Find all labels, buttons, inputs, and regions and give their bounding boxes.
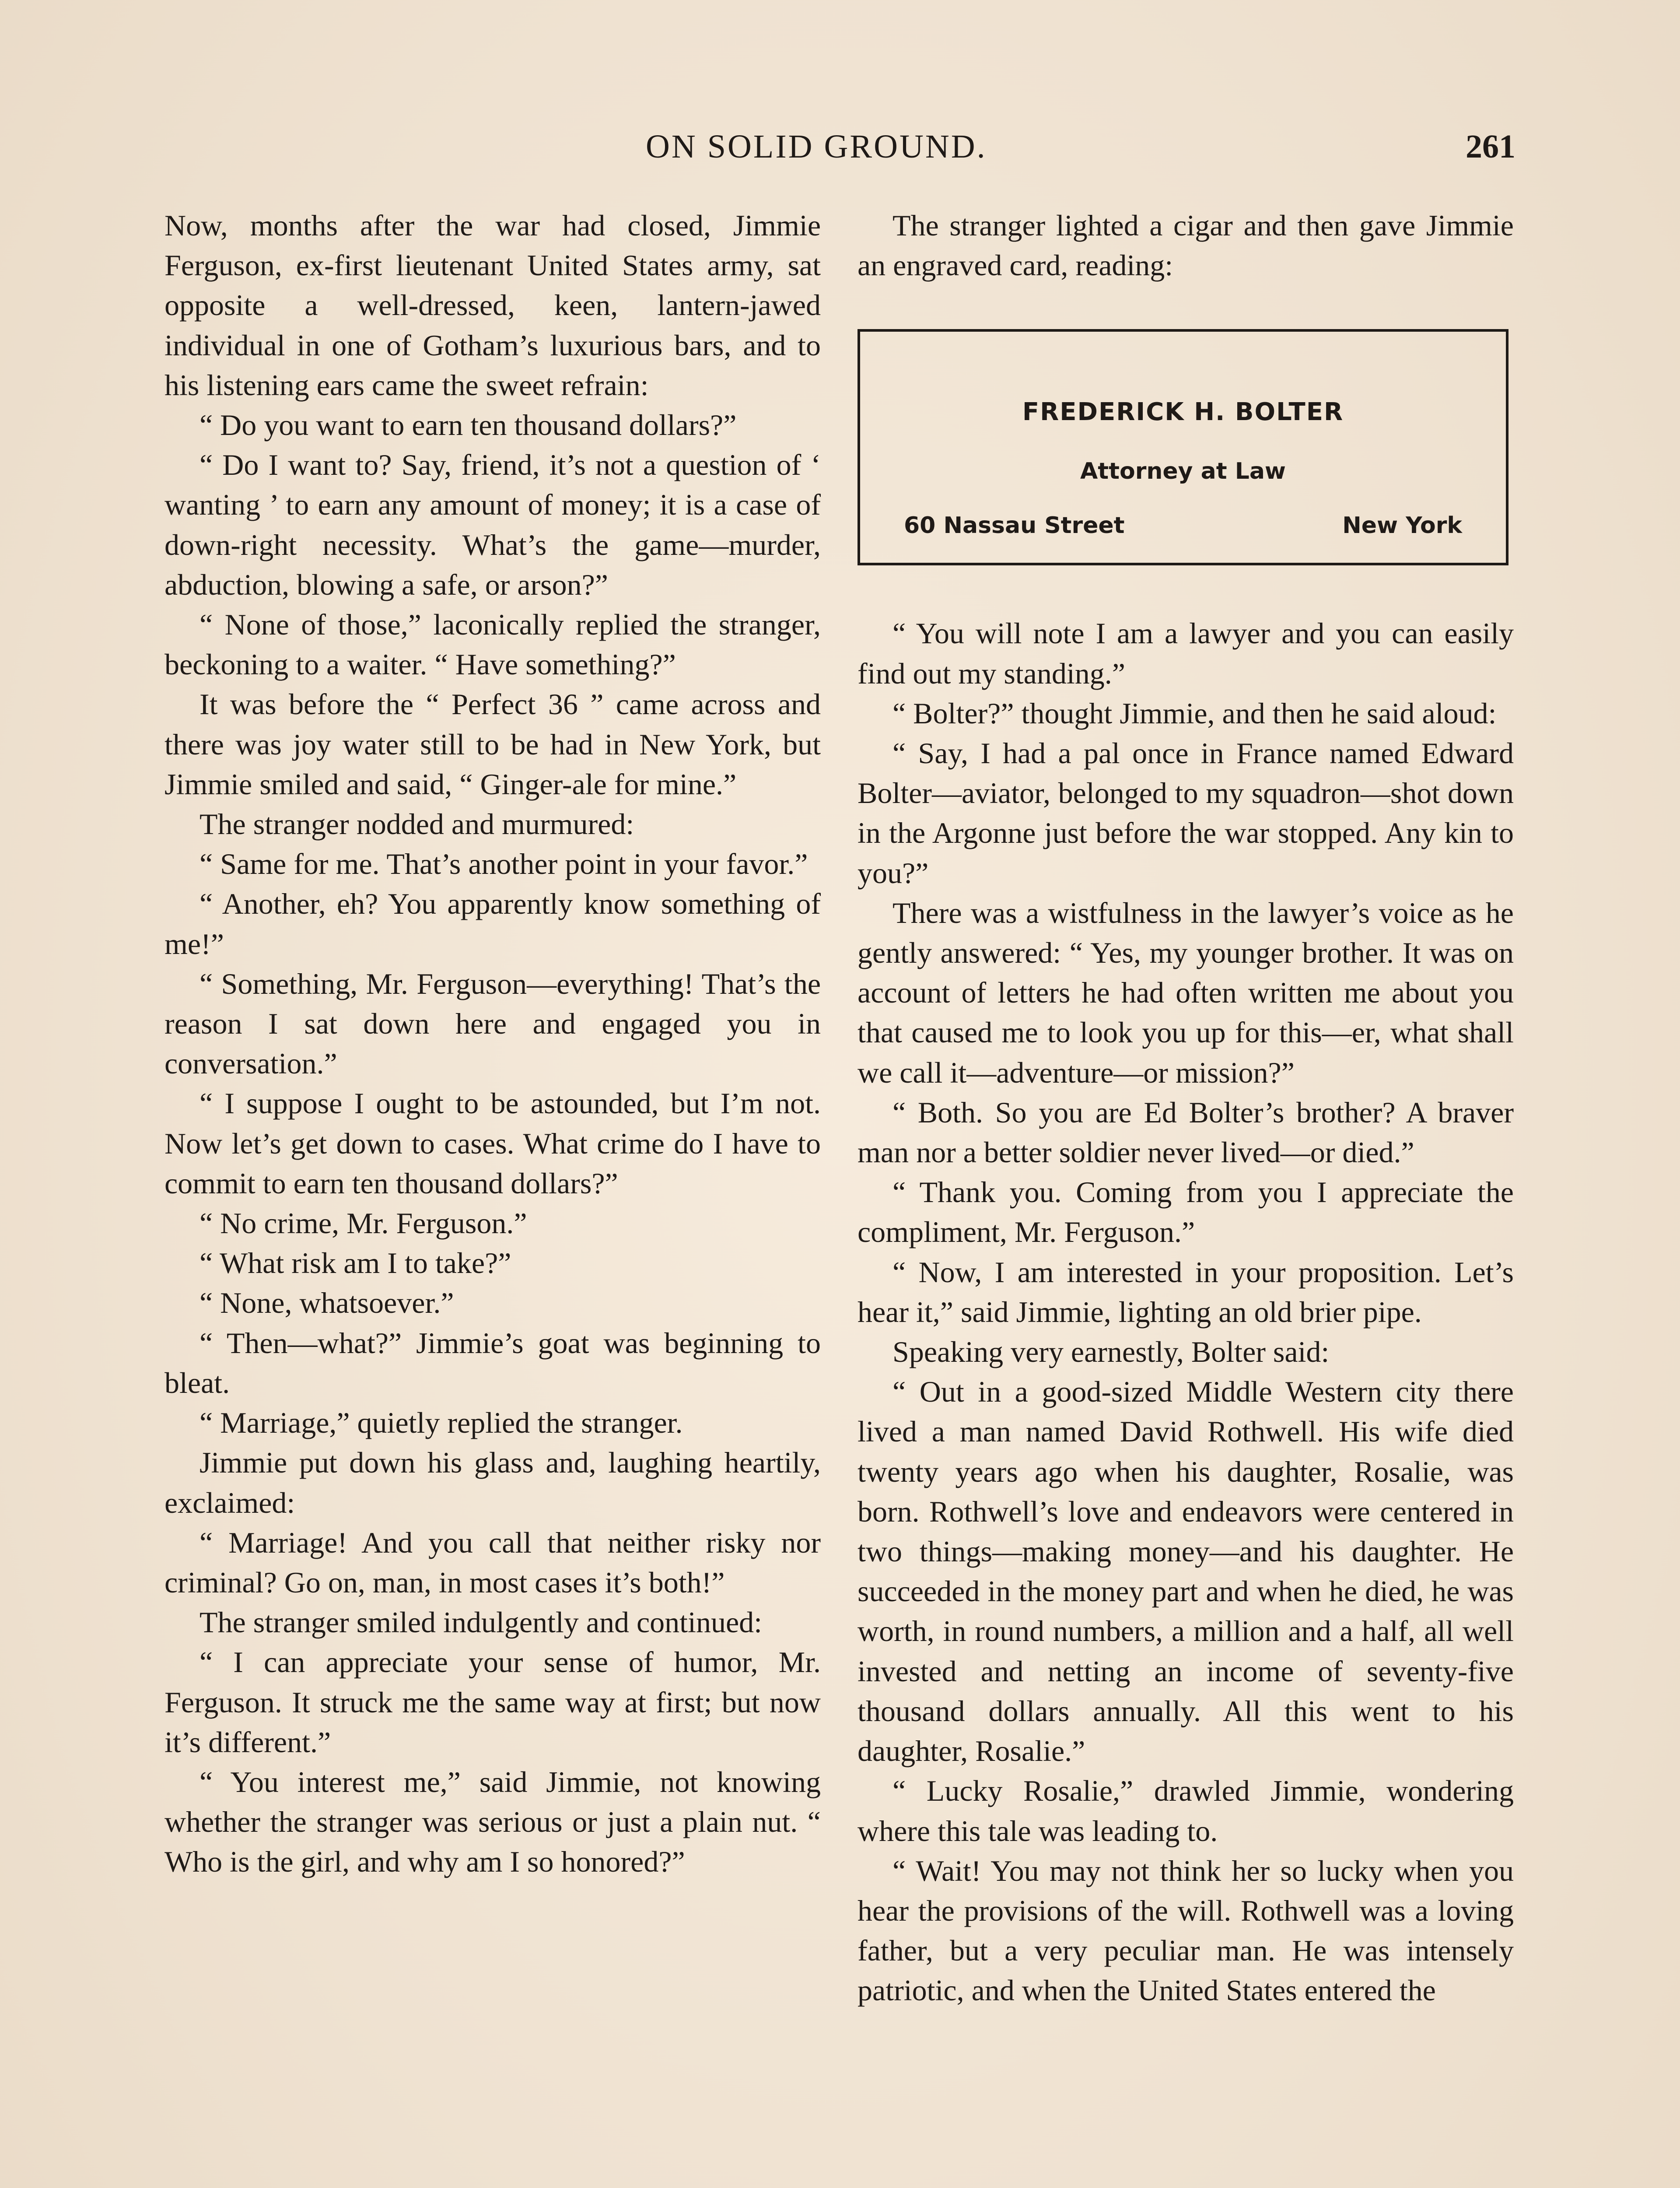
paragraph: The stranger lighted a cigar and then gave Jimmie an engraved card, reading:	[858, 209, 1514, 282]
paragraph: Speaking very earnestly, Bolter said:	[892, 1335, 1330, 1369]
card-city: New York	[1342, 512, 1462, 539]
card-role: Attorney at Law	[1080, 458, 1286, 485]
card-address: 60 Nassau Street	[904, 512, 1125, 539]
paragraph: The stranger smiled indulgently and continued:	[200, 1606, 763, 1639]
paragraph: “ Both. So you are Ed Bolter’s brother? A braver man nor a better soldier never lived—or died.”	[858, 1095, 1514, 1169]
paragraph: “ I can appreciate your sense of humor, Mr. Ferguson. It struck me the same way at first; but now it’s different.”	[164, 1645, 821, 1759]
paragraph: “ Another, eh? You apparently know something of me!”	[164, 887, 821, 961]
paragraph: “ Something, Mr. Ferguson—everything! That’s the reason I sat down here and engaged you in conversation.”	[164, 967, 821, 1080]
business-card	[858, 329, 1508, 565]
paragraph: The stranger nodded and murmured:	[200, 807, 634, 841]
paragraph: “ What risk am I to take?”	[200, 1246, 511, 1280]
right-column	[858, 206, 1514, 2011]
left-column	[164, 206, 821, 1882]
paragraph: “ Do I want to? Say, friend, it’s not a question of ‘ wanting ’ to earn any amount of money; it is a case of down-right necessity. What’s the game—murder, abduction, blowing a safe, or arson?”	[164, 448, 821, 601]
paragraph: “ Marriage! And you call that neither risky nor criminal? Go on, man, in most cases it’s both!”	[164, 1525, 821, 1599]
paragraph: “ Out in a good-sized Middle Western city there lived a man named David Rothwell. His wife died twenty years ago when his daughter, Rosalie, was born. Rothwell’s love and endeavors were centered in two things—making money—and his daughter. He succeeded in the money part and when he died, he was worth, in round numbers, a million and a half, all well invested and netting an income of seventy-five thousand dollars annually. All this went to his daughter, Rosalie.”	[858, 1375, 1514, 1768]
paragraph: “ Say, I had a pal once in France named Edward Bolter—aviator, belonged to my squadron—shot down in the Argonne just before the war stopped. Any kin to you?”	[858, 736, 1514, 890]
paragraph: “ Now, I am interested in your proposition. Let’s hear it,” said Jimmie, lighting an old brier pipe.	[858, 1255, 1514, 1329]
paragraph: “ Do you want to earn ten thousand dollars?”	[200, 408, 737, 442]
paragraph: “ None, whatsoever.”	[200, 1286, 454, 1320]
paragraph: “ Bolter?” thought Jimmie, and then he said aloud:	[892, 696, 1497, 730]
paragraph: “ You interest me,” said Jimmie, not knowing whether the stranger was serious or just a plain nut. “ Who is the girl, and why am I so honored?”	[164, 1765, 821, 1879]
paragraph: “ You will note I am a lawyer and you can easily find out my standing.”	[858, 617, 1514, 690]
paragraph: “ None of those,” laconically replied the stranger, beckoning to a waiter. “ Have something?”	[164, 608, 821, 681]
card-name: FREDERICK H. BOLTER	[1022, 398, 1344, 427]
page-number: 261	[1466, 128, 1516, 165]
paragraph: “ Wait! You may not think her so lucky when you hear the provisions of the will. Rothwell was a loving father, but a very peculiar man. He was intensely patriotic, and when the United States entered the	[858, 1854, 1514, 2007]
paragraph: “ Then—what?” Jimmie’s goat was beginning to bleat.	[164, 1326, 821, 1399]
paragraph: “ No crime, Mr. Ferguson.”	[200, 1206, 527, 1240]
paragraph: It was before the “ Perfect 36 ” came across and there was joy water still to be had in New York, but Jimmie smiled and said, “ Ginger-ale for mine.”	[164, 687, 821, 801]
paragraph: “ Marriage,” quietly replied the stranger.	[200, 1406, 683, 1440]
running-head: ON SOLID GROUND.	[646, 128, 987, 165]
paragraph: “ Thank you. Coming from you I appreciate the compliment, Mr. Ferguson.”	[858, 1175, 1514, 1249]
paragraph: “ Lucky Rosalie,” drawled Jimmie, wondering where this tale was leading to.	[858, 1774, 1514, 1848]
paragraph: There was a wistfulness in the lawyer’s voice as he gently answered: “ Yes, my younger brother. It was on account of letters he had often written me about you that caused me to look you up for this—er, what shall we call it—adventure—or mission?”	[858, 896, 1514, 1089]
paragraph: “ Same for me. That’s another point in your favor.”	[200, 847, 808, 881]
paragraph: Jimmie put down his glass and, laughing heartily, exclaimed:	[164, 1446, 821, 1519]
paragraph: Now, months after the war had closed, Jimmie Ferguson, ex-first lieutenant United States army, sat opposite a well-dressed, keen, lantern-jawed individual in one of Gotham’s luxurious bars, and to his listening ears came the sweet refrain:	[164, 209, 821, 402]
paragraph: “ I suppose I ought to be astounded, but I’m not. Now let’s get down to cases. What crime do I have to commit to earn ten thousand dollars?”	[164, 1087, 821, 1200]
